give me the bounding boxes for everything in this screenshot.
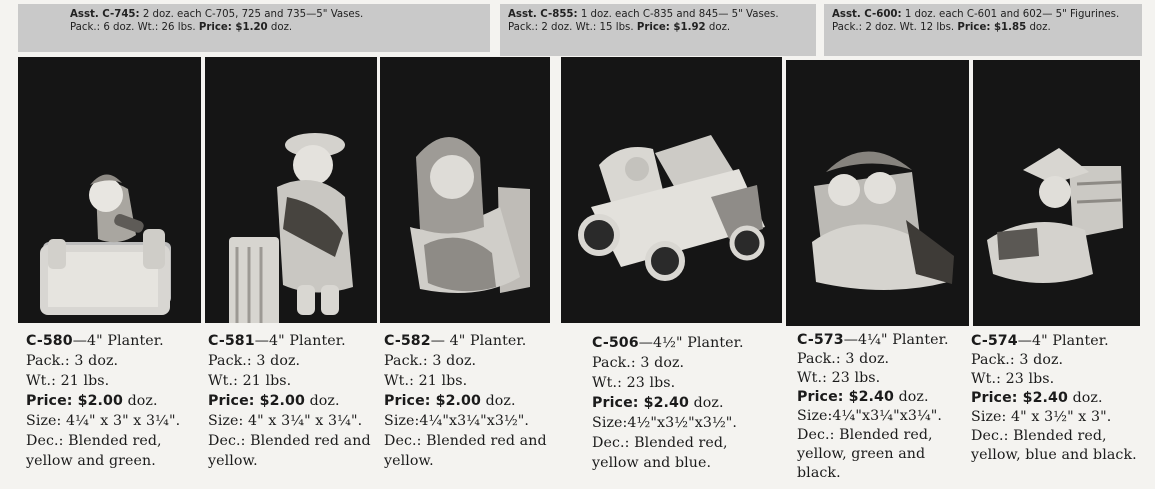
assortment-price-unit: doz. <box>705 22 731 33</box>
assortment-pack: Pack.: 2 doz. Wt.: 15 lbs. <box>508 22 634 33</box>
product-title: —4" Planter. <box>1017 333 1109 349</box>
product-pack: Pack.: 3 doz. <box>208 353 301 369</box>
assortment-price: Price: $1.20 <box>198 22 268 33</box>
product-caption <box>384 331 554 471</box>
product-code: C-580 <box>26 333 73 349</box>
assortment-code: Asst. C-600: <box>832 9 902 20</box>
product-caption <box>592 333 778 473</box>
assortment-pack: Pack.: 2 doz. Wt. 12 lbs. <box>832 22 955 33</box>
product-price-unit: doz. <box>893 389 929 405</box>
product-code: C-582 <box>384 333 431 349</box>
product-code: C-573 <box>797 332 844 348</box>
product-photo-c-506 <box>561 57 782 323</box>
boy-on-fence-planter-figure <box>18 57 201 323</box>
product-price: Price: $2.40 <box>797 389 894 405</box>
assortment-price-unit: doz. <box>267 22 293 33</box>
product-price: Price: $2.00 <box>26 393 123 409</box>
assortment-desc: 1 doz. each C-835 and 845— 5" Vases. <box>577 9 779 20</box>
product-decoration: Dec.: Blended red, yellow and blue. <box>592 435 728 471</box>
product-price: Price: $2.40 <box>971 390 1068 406</box>
product-code: C-581 <box>208 333 255 349</box>
product-title: — 4" Planter. <box>430 333 527 349</box>
product-photo-c-582 <box>380 57 550 323</box>
product-weight: Wt.: 23 lbs. <box>592 375 676 391</box>
assortment-code: Asst. C-855: <box>508 9 578 20</box>
assortment-desc: 1 doz. each C-601 and 602— 5" Figurines. <box>901 9 1120 20</box>
product-weight: Wt.: 23 lbs. <box>797 370 881 386</box>
product-pack: Pack.: 3 doz. <box>592 355 685 371</box>
product-price-unit: doz. <box>480 393 516 409</box>
product-pack: Pack.: 3 doz. <box>384 353 477 369</box>
product-size: Size:4½"x3½"x3½". <box>592 415 738 431</box>
product-size: Size: 4" x 3½" x 3". <box>971 409 1112 425</box>
assortment-pack: Pack.: 6 doz. Wt.: 26 lbs. <box>70 22 196 33</box>
hat-girl-fence-planter-figure <box>205 57 377 323</box>
product-decoration: Dec.: Blended red and yellow. <box>384 433 547 469</box>
product-pack: Pack.: 3 doz. <box>971 352 1064 368</box>
product-title: —4½" Planter. <box>638 335 744 351</box>
product-photo-c-581 <box>205 57 377 323</box>
product-title: —4" Planter. <box>254 333 346 349</box>
assortment-banner <box>824 4 1142 56</box>
product-decoration: Dec.: Blended red, yellow, blue and black. <box>971 428 1137 463</box>
product-price: Price: $2.40 <box>592 395 689 411</box>
product-price-unit: doz. <box>1067 390 1103 406</box>
assortment-desc: 2 doz. each C-705, 725 and 735—5" Vases. <box>139 9 364 20</box>
product-size: Size: 4" x 3¼" x 3¼". <box>208 413 363 429</box>
product-price-unit: doz. <box>122 393 158 409</box>
product-caption <box>26 331 204 471</box>
assortment-price: Price: $1.85 <box>957 22 1027 33</box>
product-photo-c-573 <box>786 60 969 326</box>
product-title: —4" Planter. <box>72 333 164 349</box>
product-price-unit: doz. <box>688 395 724 411</box>
antique-car-planter-figure <box>561 57 782 323</box>
product-photo-c-580 <box>18 57 201 323</box>
product-weight: Wt.: 21 lbs. <box>384 373 468 389</box>
product-weight: Wt.: 21 lbs. <box>26 373 110 389</box>
assortment-price-unit: doz. <box>1026 22 1051 33</box>
product-pack: Pack.: 3 doz. <box>797 351 890 367</box>
assortment-code: Asst. C-745: <box>70 9 140 20</box>
bonnet-girl-planter-figure <box>380 57 550 323</box>
assortment-price: Price: $1.92 <box>636 22 706 33</box>
product-code: C-506 <box>592 335 639 351</box>
assortment-banner <box>500 4 816 56</box>
product-decoration: Dec.: Blended red and yellow. <box>208 433 371 469</box>
product-title: —4¼" Planter. <box>843 332 949 348</box>
assortment-banner <box>18 4 490 52</box>
product-decoration: Dec.: Blended red, yellow and green. <box>26 433 162 469</box>
product-photo-c-574 <box>973 60 1140 326</box>
product-size: Size:4¼"x3¼"x3¼". <box>797 408 943 424</box>
product-code: C-574 <box>971 333 1018 349</box>
product-weight: Wt.: 21 lbs. <box>208 373 292 389</box>
product-price: Price: $2.00 <box>384 393 481 409</box>
product-weight: Wt.: 23 lbs. <box>971 371 1055 387</box>
product-caption <box>971 332 1143 465</box>
product-pack: Pack.: 3 doz. <box>26 353 119 369</box>
umbrella-couple-planter-figure <box>786 60 969 326</box>
product-decoration: Dec.: Blended red, yellow, green and black. <box>797 427 933 481</box>
product-price-unit: doz. <box>304 393 340 409</box>
product-size: Size:4¼"x3¼"x3½". <box>384 413 530 429</box>
product-caption <box>208 331 380 471</box>
product-size: Size: 4¼" x 3" x 3¼". <box>26 413 181 429</box>
product-price: Price: $2.00 <box>208 393 305 409</box>
product-caption <box>797 331 967 483</box>
hat-boy-cart-planter-figure <box>973 60 1140 326</box>
